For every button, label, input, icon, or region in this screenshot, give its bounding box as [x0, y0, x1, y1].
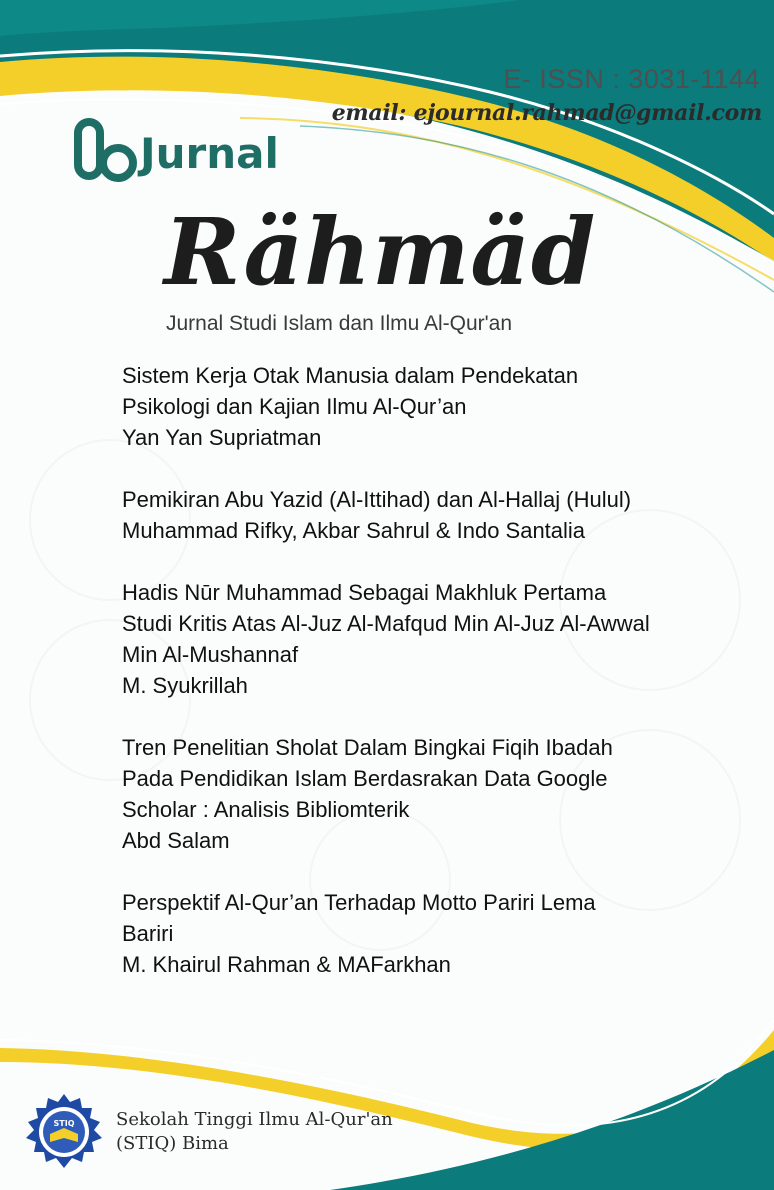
article-title-line: Psikologi dan Kajian Ilmu Al-Qur’an [122, 394, 467, 419]
article-title-line: Studi Kritis Atas Al-Juz Al-Mafqud Min Al-Juz Al-Awwal [122, 611, 650, 636]
article-author: M. Khairul Rahman & MAFarkhan [122, 952, 451, 977]
article-list [122, 360, 722, 1011]
article-entry [122, 360, 722, 453]
institution-line-1: Sekolah Tinggi Ilmu Al-Qur'an [116, 1109, 393, 1130]
article-title-line: Sistem Kerja Otak Manusia dalam Pendekatan [122, 363, 579, 388]
seal-label: STIQ [53, 1119, 75, 1128]
issn-label: E- ISSN : 3031-1144 [503, 64, 760, 94]
article-title-line: Pemikiran Abu Yazid (Al-Ittihad) dan Al-Hallaj (Hulul) [122, 487, 632, 512]
institution-name [116, 1108, 393, 1156]
email-label: email: ejournal.rahmad@gmail.com [331, 100, 762, 126]
article-title-line: Scholar : Analisis Bibliomterik [122, 797, 410, 822]
article-author: Muhammad Rifky, Akbar Sahrul & Indo Santalia [122, 518, 586, 543]
article-title-line: Min Al-Mushannaf [122, 642, 299, 667]
journal-subtitle: Jurnal Studi Islam dan Ilmu Al-Qur'an [166, 312, 512, 335]
article-author: Abd Salam [122, 828, 230, 853]
journal-title: Rähmäd [164, 198, 597, 306]
article-author: M. Syukrillah [122, 673, 248, 698]
journal-logo-icon [72, 118, 142, 188]
article-entry [122, 887, 722, 980]
institution-seal-icon [24, 1092, 104, 1172]
article-title-line: Tren Penelitian Sholat Dalam Bingkai Fiqih Ibadah [122, 735, 613, 760]
article-title-line: Pada Pendidikan Islam Berdasrakan Data Google [122, 766, 608, 791]
brand-word: Jurnal [140, 128, 279, 178]
article-entry [122, 732, 722, 856]
article-entry [122, 577, 722, 701]
institution-footer [24, 1092, 393, 1172]
institution-line-2: (STIQ) Bima [116, 1133, 229, 1154]
article-title-line: Bariri [122, 921, 174, 946]
article-entry [122, 484, 722, 546]
brand-block [72, 118, 279, 188]
article-title-line: Hadis Nūr Muhammad Sebagai Makhluk Pertama [122, 580, 607, 605]
article-title-line: Perspektif Al-Qur’an Terhadap Motto Pariri Lema [122, 890, 596, 915]
article-author: Yan Yan Supriatman [122, 425, 322, 450]
